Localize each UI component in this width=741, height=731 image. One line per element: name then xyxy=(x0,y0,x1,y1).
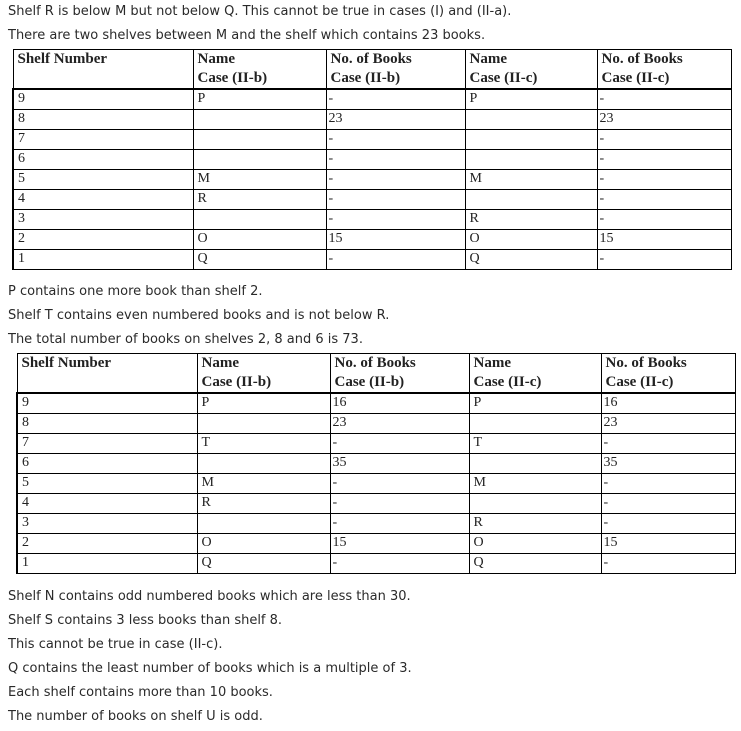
shelf-number-cell: 1 xyxy=(13,250,193,270)
name-case-iic-cell xyxy=(465,150,597,170)
shelf-number-cell: 2 xyxy=(13,230,193,250)
books-case-iic-cell: - xyxy=(597,89,731,110)
table-row xyxy=(17,434,735,454)
header-books-case-iic: No. of Books Case (II-c) xyxy=(597,50,731,90)
name-case-iic-cell xyxy=(465,190,597,210)
books-case-iib-cell: 23 xyxy=(326,110,465,130)
table-row xyxy=(13,150,731,170)
books-case-iib-cell: - xyxy=(330,434,469,454)
books-case-iib-cell: 35 xyxy=(330,454,469,474)
books-case-iic-cell: - xyxy=(597,170,731,190)
clue-text-line: P contains one more book than shelf 2. xyxy=(8,284,263,299)
name-case-iib-cell: P xyxy=(193,89,326,110)
name-case-iib-cell: R xyxy=(193,190,326,210)
books-case-iib-cell: 16 xyxy=(330,393,469,414)
table-row xyxy=(13,130,731,150)
name-case-iic-cell: P xyxy=(465,89,597,110)
name-case-iib-cell: Q xyxy=(197,554,330,574)
books-case-iic-cell: 23 xyxy=(597,110,731,130)
name-case-iib-cell: M xyxy=(193,170,326,190)
books-case-iib-cell: - xyxy=(330,474,469,494)
shelf-number-cell: 6 xyxy=(17,454,197,474)
name-case-iic-cell xyxy=(465,110,597,130)
shelf-number-cell: 3 xyxy=(17,514,197,534)
books-case-iib-cell: - xyxy=(330,554,469,574)
shelf-number-cell: 5 xyxy=(13,170,193,190)
header-books-case-iib: No. of Books Case (II-b) xyxy=(326,50,465,90)
name-case-iic-cell xyxy=(465,130,597,150)
header-books-case-iic: No. of Books Case (II-c) xyxy=(601,354,735,394)
name-case-iib-cell xyxy=(193,150,326,170)
name-case-iib-cell xyxy=(197,514,330,534)
table-row xyxy=(17,554,735,574)
table-row xyxy=(17,494,735,514)
books-case-iib-cell: - xyxy=(326,170,465,190)
name-case-iib-cell xyxy=(193,210,326,230)
shelf-number-cell: 8 xyxy=(17,414,197,434)
shelf-number-cell: 5 xyxy=(17,474,197,494)
name-case-iib-cell: O xyxy=(197,534,330,554)
name-case-iic-cell xyxy=(469,414,601,434)
shelf-number-cell: 9 xyxy=(13,89,193,110)
clue-text-line: The total number of books on shelves 2, 8 and 6 is 73. xyxy=(8,332,363,347)
table-row xyxy=(17,414,735,434)
books-case-iic-cell: - xyxy=(601,554,735,574)
name-case-iic-cell: R xyxy=(465,210,597,230)
name-case-iib-cell xyxy=(193,130,326,150)
name-case-iib-cell: T xyxy=(197,434,330,454)
table-row xyxy=(13,230,731,250)
books-case-iib-cell: - xyxy=(330,494,469,514)
books-case-iib-cell: - xyxy=(326,190,465,210)
name-case-iic-cell xyxy=(469,454,601,474)
shelf-number-cell: 3 xyxy=(13,210,193,230)
name-case-iic-cell: M xyxy=(465,170,597,190)
name-case-iic-cell: P xyxy=(469,393,601,414)
table-row xyxy=(13,170,731,190)
name-case-iic-cell: T xyxy=(469,434,601,454)
books-case-iic-cell: - xyxy=(597,210,731,230)
shelf-number-cell: 6 xyxy=(13,150,193,170)
books-case-iib-cell: 15 xyxy=(326,230,465,250)
books-case-iic-cell: - xyxy=(601,514,735,534)
header-name-case-iib: Name Case (II-b) xyxy=(197,354,330,394)
clue-text-line: Each shelf contains more than 10 books. xyxy=(8,685,273,700)
books-case-iib-cell: - xyxy=(326,210,465,230)
books-case-iic-cell: - xyxy=(597,130,731,150)
name-case-iib-cell xyxy=(197,414,330,434)
table-row xyxy=(13,250,731,270)
books-case-iic-cell: 16 xyxy=(601,393,735,414)
clue-text-line: Shelf N contains odd numbered books which are less than 30. xyxy=(8,589,411,604)
books-case-iic-cell: - xyxy=(597,250,731,270)
clue-text-line: Q contains the least number of books which is a multiple of 3. xyxy=(8,661,412,676)
table-row xyxy=(17,393,735,414)
header-shelf-number: Shelf Number xyxy=(17,354,197,394)
table-row xyxy=(13,110,731,130)
table-row xyxy=(17,474,735,494)
name-case-iic-cell: Q xyxy=(469,554,601,574)
shelf-number-cell: 2 xyxy=(17,534,197,554)
books-case-iic-cell: 15 xyxy=(601,534,735,554)
name-case-iib-cell xyxy=(197,454,330,474)
books-case-iib-cell: - xyxy=(326,130,465,150)
clue-text-line: Shelf S contains 3 less books than shelf 8. xyxy=(8,613,283,628)
books-case-iib-cell: - xyxy=(326,89,465,110)
books-case-iib-cell: 15 xyxy=(330,534,469,554)
clue-text-line: The number of books on shelf U is odd. xyxy=(8,709,263,724)
books-case-iib-cell: - xyxy=(326,150,465,170)
books-case-iib-cell: - xyxy=(330,514,469,534)
shelf-table-1 xyxy=(12,49,732,270)
name-case-iib-cell: O xyxy=(193,230,326,250)
header-name-case-iic: Name Case (II-c) xyxy=(469,354,601,394)
name-case-iib-cell: R xyxy=(197,494,330,514)
table-row xyxy=(17,454,735,474)
books-case-iic-cell: - xyxy=(601,474,735,494)
books-case-iic-cell: 15 xyxy=(597,230,731,250)
clue-text-line: Shelf R is below M but not below Q. This cannot be true in cases (I) and (II-a). xyxy=(8,4,512,19)
name-case-iic-cell: R xyxy=(469,514,601,534)
books-case-iic-cell: 23 xyxy=(601,414,735,434)
table-row xyxy=(13,210,731,230)
name-case-iic-cell xyxy=(469,494,601,514)
header-name-case-iic: Name Case (II-c) xyxy=(465,50,597,90)
header-name-case-iib: Name Case (II-b) xyxy=(193,50,326,90)
books-case-iic-cell: 35 xyxy=(601,454,735,474)
books-case-iib-cell: 23 xyxy=(330,414,469,434)
books-case-iic-cell: - xyxy=(601,434,735,454)
header-books-case-iib: No. of Books Case (II-b) xyxy=(330,354,469,394)
shelf-number-cell: 4 xyxy=(17,494,197,514)
name-case-iib-cell: Q xyxy=(193,250,326,270)
books-case-iic-cell: - xyxy=(601,494,735,514)
shelf-number-cell: 8 xyxy=(13,110,193,130)
shelf-number-cell: 7 xyxy=(17,434,197,454)
header-shelf-number: Shelf Number xyxy=(13,50,193,90)
name-case-iic-cell: Q xyxy=(465,250,597,270)
name-case-iib-cell: P xyxy=(197,393,330,414)
table-row xyxy=(17,514,735,534)
name-case-iib-cell xyxy=(193,110,326,130)
name-case-iic-cell: O xyxy=(469,534,601,554)
shelf-number-cell: 7 xyxy=(13,130,193,150)
shelf-number-cell: 1 xyxy=(17,554,197,574)
name-case-iic-cell: M xyxy=(469,474,601,494)
books-case-iib-cell: - xyxy=(326,250,465,270)
clue-text-line: There are two shelves between M and the shelf which contains 23 books. xyxy=(8,28,486,43)
name-case-iic-cell: O xyxy=(465,230,597,250)
clue-text-line: Shelf T contains even numbered books and is not below R. xyxy=(8,308,390,323)
shelf-number-cell: 9 xyxy=(17,393,197,414)
books-case-iic-cell: - xyxy=(597,190,731,210)
shelf-table-2 xyxy=(16,353,736,574)
clue-text-line: This cannot be true in case (II-c). xyxy=(8,637,223,652)
name-case-iib-cell: M xyxy=(197,474,330,494)
table-row xyxy=(13,89,731,110)
table-row xyxy=(17,534,735,554)
books-case-iic-cell: - xyxy=(597,150,731,170)
table-row xyxy=(13,190,731,210)
shelf-number-cell: 4 xyxy=(13,190,193,210)
